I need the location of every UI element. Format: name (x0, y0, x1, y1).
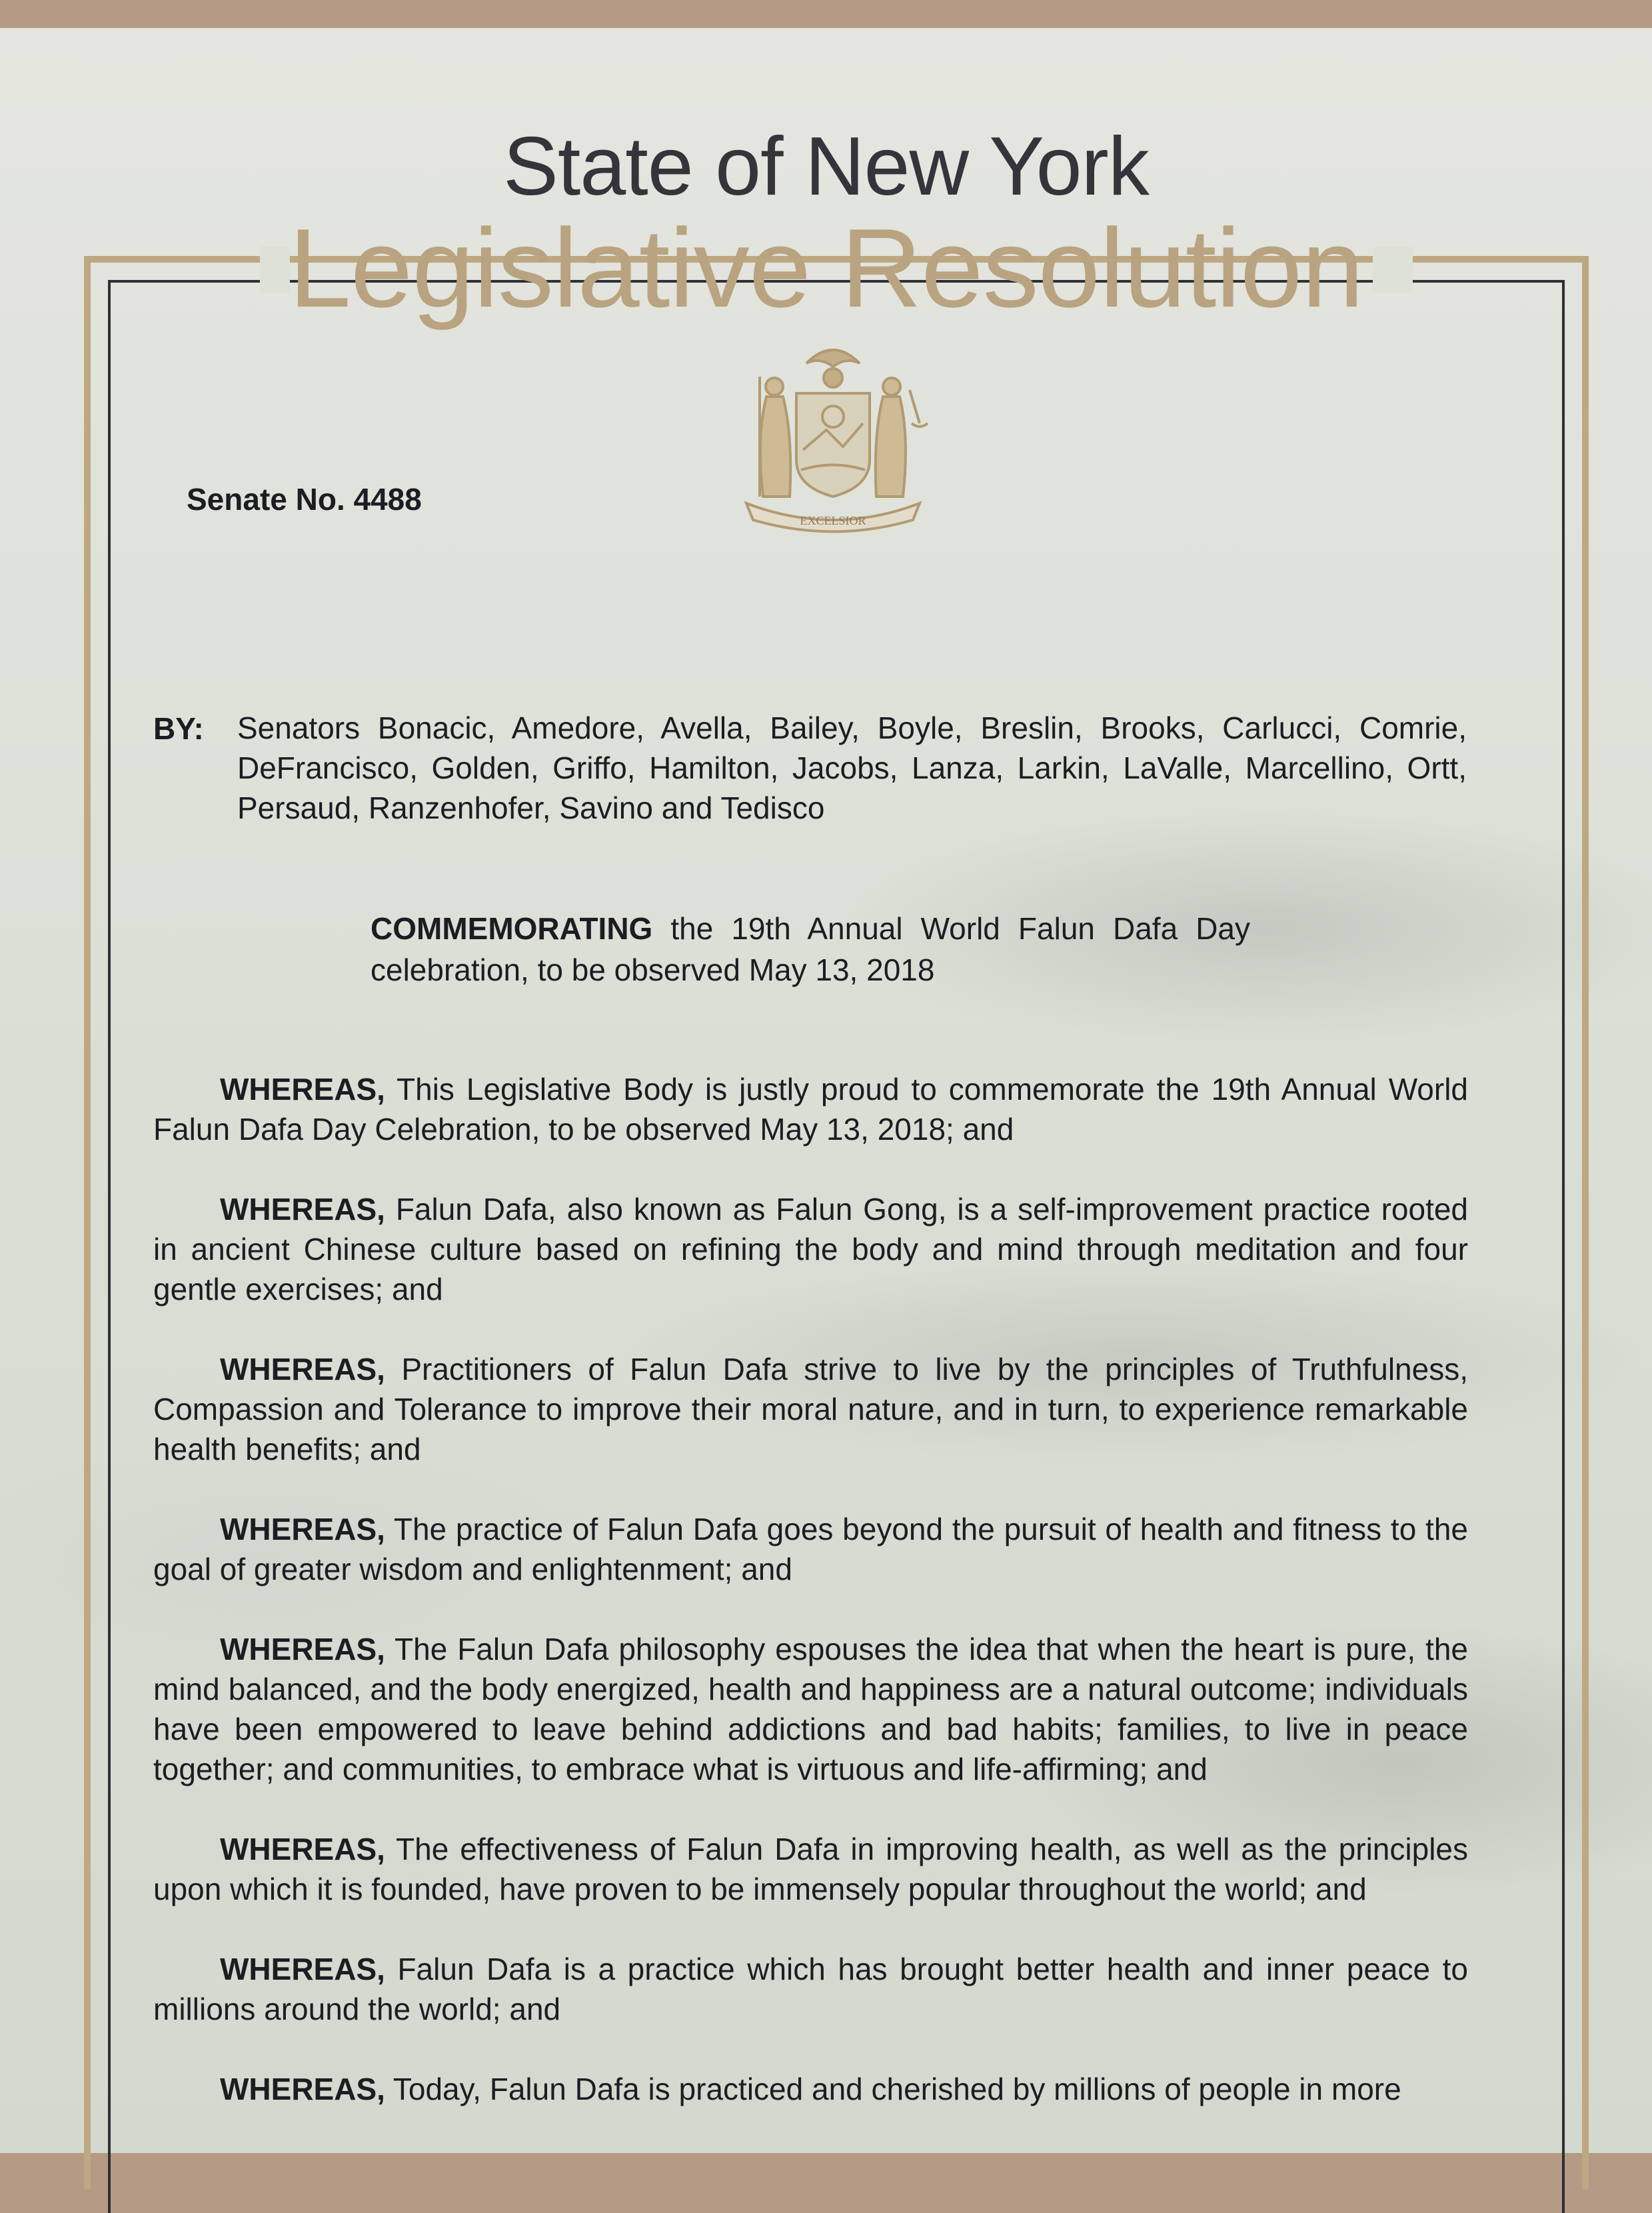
whereas-lead: WHEREAS, (220, 1352, 385, 1386)
new-york-state-seal-icon (726, 337, 940, 537)
state-title: State of New York (503, 121, 1149, 213)
commemorating-heading (371, 908, 1250, 991)
commemorating-text: the 19th Annual World Falun Dafa Day celebration, to be observed May 13, 2018 (371, 911, 1250, 987)
whereas-text: Falun Dafa, also known as Falun Gong, is a self-improvement practice rooted in ancient Chinese culture based on refining the body and mind through meditation and four gentle exercises; and (153, 1192, 1469, 1306)
whereas-text: The practice of Falun Dafa goes beyond the pursuit of health and fitness to the goal of greater wisdom and enlightenment; and (153, 1512, 1469, 1586)
whereas-paragraph (153, 1349, 1468, 1469)
whereas-text: The Falun Dafa philosophy espouses the idea that when the heart is pure, the mind balanced, and the body energized, health and happiness are a natural outcome; individuals have been empowered to leave behind addictions and bad habits; families, to live in peace together; and communities, to embrace what is virtuous and life-affirming; and (153, 1632, 1468, 1786)
whereas-lead: WHEREAS, (220, 1512, 385, 1546)
whereas-paragraph (153, 1189, 1468, 1309)
seal-motto: EXCELSIOR (800, 514, 866, 527)
sponsors-label: BY: (153, 711, 204, 746)
whereas-paragraph (153, 1829, 1468, 1909)
whereas-text: This Legislative Body is justly proud to commemorate the 19th Annual World Falun Dafa Day Celebration, to be observed May 13, 2018; and (153, 1072, 1469, 1146)
whereas-text: Falun Dafa is a practice which has brought better health and inner peace to millions around the world; and (153, 1952, 1468, 2026)
whereas-text: Today, Falun Dafa is practiced and cherished by millions of people in more (393, 2072, 1401, 2106)
whereas-paragraph (153, 1069, 1468, 1149)
whereas-lead: WHEREAS, (220, 1832, 385, 1866)
senate-number: Senate No. 4488 (187, 482, 422, 517)
whereas-text: The effectiveness of Falun Dafa in improving health, as well as the principles upon which it is founded, have proven to be immensely popular throughout the world; and (153, 1832, 1468, 1906)
whereas-lead: WHEREAS, (220, 1192, 385, 1226)
resolution-title: Legislative Resolution (289, 205, 1363, 331)
whereas-text: Practitioners of Falun Dafa strive to live by the principles of Truthfulness, Compassion and Tolerance to improve their moral nature, and in turn, to experience remarkable health benefits; and (153, 1352, 1468, 1466)
whereas-paragraph (153, 1629, 1468, 1789)
commemorating-lead: COMMEMORATING (371, 911, 653, 946)
whereas-lead: WHEREAS, (220, 1632, 385, 1666)
whereas-paragraph (153, 1509, 1468, 1589)
whereas-lead: WHEREAS, (220, 1952, 385, 1986)
resolution-body (153, 1069, 1468, 2149)
whereas-lead: WHEREAS, (220, 1072, 385, 1106)
sponsors-list: Senators Bonacic, Amedore, Avella, Bailey, Boyle, Breslin, Brooks, Carlucci, Comrie, DeFrancisco, Golden, Griffo, Hamilton, Jacobs, Lanza, Larkin, LaValle, Marcellino, Ortt, Persaud, Ranzenhofer, Savino and Tedisco (237, 711, 1467, 825)
whereas-paragraph (153, 2069, 1468, 2109)
whereas-lead: WHEREAS, (220, 2072, 385, 2106)
whereas-paragraph (153, 1949, 1468, 2029)
